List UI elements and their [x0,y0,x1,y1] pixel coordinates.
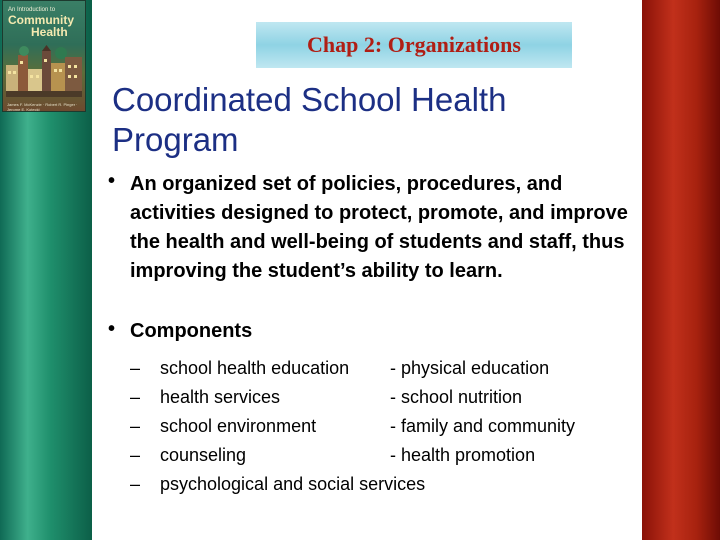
bullet-definition-text: An organized set of policies, procedures, and activities designed to protect, promote, and improve the health and well-being of students and staff, thus improving the student’s ability to learn. [130,173,628,282]
book-cover-image [2,0,86,112]
book-authors: James F. McKenzie · Robert R. Pinger · Jerome E. Kotecki [7,102,78,112]
bullet-marker: • [108,170,116,192]
component-left: counseling [160,445,247,465]
dash-marker: – [130,416,141,436]
component-right: - physical education [390,358,550,378]
slide-title [112,80,506,160]
slide-title-line2: Program [112,121,239,158]
component-right: - family and community [390,416,576,436]
right-decorative-band [642,0,720,540]
dash-marker: – [130,474,141,494]
component-right: - health promotion [390,445,536,465]
component-left: school environment [160,416,317,436]
dash-marker: – [130,445,141,465]
book-title-line2: Health [31,25,68,39]
component-right: - school nutrition [390,387,523,407]
chapter-banner-text: Chap 2: Organizations [307,32,521,57]
chapter-banner [256,22,572,68]
dash-marker: – [130,358,141,378]
component-left: health services [160,387,281,407]
slide-title-line1: Coordinated School Health [112,81,507,118]
book-title-line1: Community [8,13,74,27]
component-left: psychological and social services [160,474,426,494]
bullet-marker: • [108,318,116,340]
book-cityscape-art [6,45,82,97]
component-left: school health education [160,358,350,378]
book-subtitle: An Introduction to [8,7,56,13]
dash-marker: – [130,387,141,407]
bullet-components-text: Components [130,320,253,342]
